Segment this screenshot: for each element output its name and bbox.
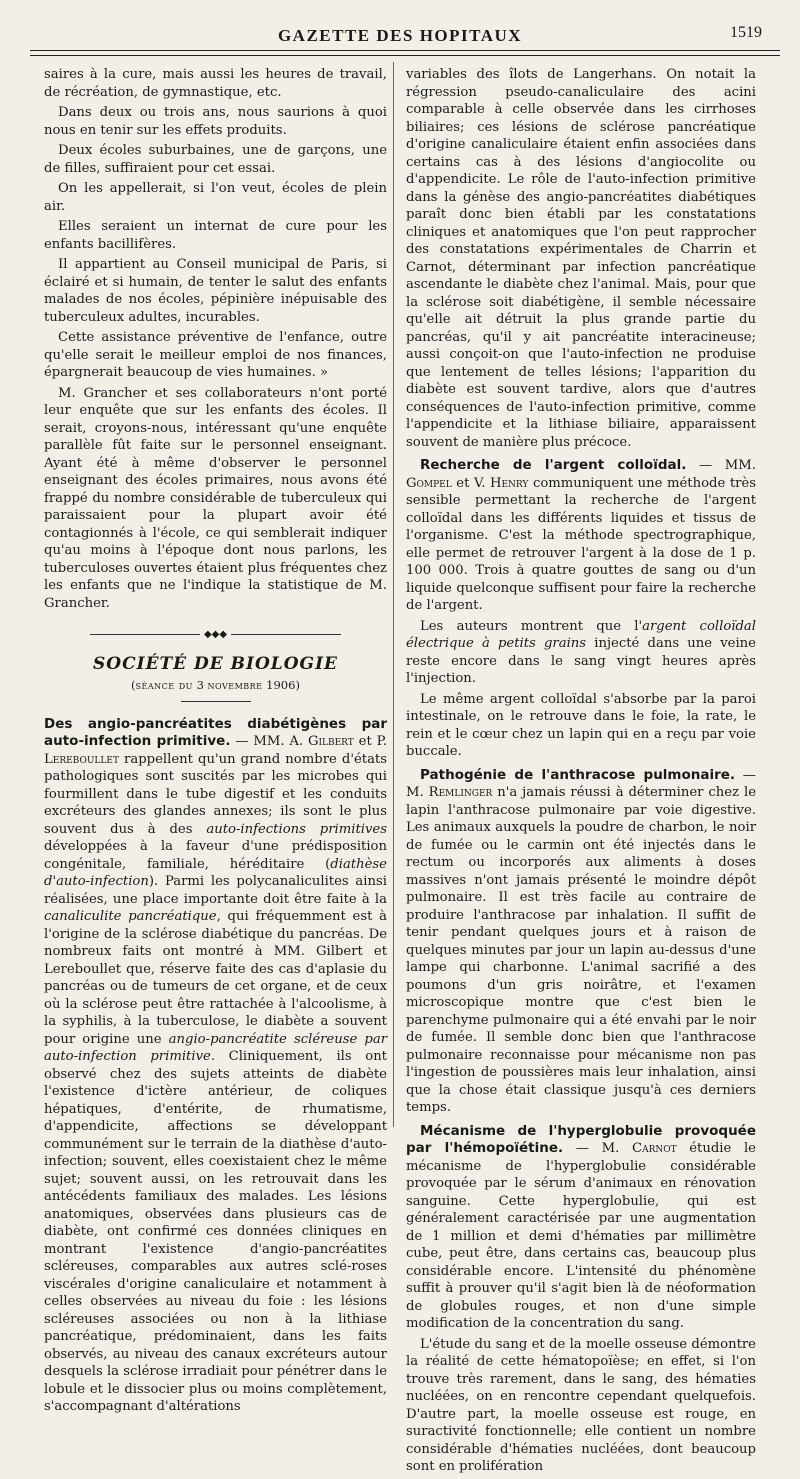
paragraph: Cette assistance préventive de l'enfance, outre qu'elle serait le meilleur emploi de nos finances, épargnerait beaucoup de vies humaines. »	[44, 330, 387, 380]
paragraph: saires à la cure, mais aussi les heures de travail, de récréation, de gymnastique, etc.	[44, 67, 387, 100]
paragraph: Deux écoles suburbaines, une de garçons, une de filles, suffiraient pour cet essai.	[44, 143, 387, 176]
article-title: Pathogénie de l'anthracose pulmonaire.	[420, 766, 736, 783]
article-title: Recherche de l'argent colloïdal.	[420, 457, 687, 473]
running-title: GAZETTE DES HOPITAUX	[277, 26, 523, 45]
column-divider	[393, 62, 394, 1127]
page-header	[0, 0, 800, 60]
short-rule	[181, 701, 251, 702]
paragraph: variables des îlots de Langerhans. On notait la régression pseudo-canaliculaire des acini comparable à celle observée dans les cirrhoses biliaires; ces lésions de sclérose pancréatique d'origine canaliculaire étaient enfin associées dans certains cas à des lésions d'angiocolite ou d'appendicite. Le rôle de l'auto-infection primitive dans la génèse des angio-pancréatites diabétiques paraît donc bien établi par les constatations cliniques et anatomiques que l'on peut rapprocher des constatations expérimentales de Charrin et Carnot, déterminant par infection pancréatique ascendante le diabète chez l'animal. Mais, pour que la sclérose soit diabétigène, il semble nécessaire qu'elle ait détruit la plus grande partie du pancréas, qu'il y ait pancréatite interacineuse; aussi conçoit-on que l'auto-infection ne produise que lentement de telles lésions; l'apparition du diabète est souvent tardive, alors que d'autres conséquences de l'auto-infection primitive, comme l'appendicite et la lithiase biliaire, apparaissent souvent de manière plus précoce.	[406, 67, 756, 450]
right-column	[406, 66, 756, 1479]
article-anthracose: Pathogénie de l'anthracose pulmonaire. — M. Remlinger n'a jamais réussi à déterminer chez le lapin l'anthracose pulmonaire par voie digestive. Les animaux auxquels la poudre de charbon, le noir de fumée ou le carmin ont été injectés dans le rectum ou incorporés aux aliments à doses massives n'ont jamais présenté le moindre dépôt pulmonaire. Il est très facile au contraire de produire l'anthracose par inhalation. Il suffit de tenir pendant quelques jours et à raison de quelques minutes par jour un lapin au-dessus d'une lampe qui charbonne. L'animal sacrifié a des poumons d'un gris noirâtre, et l'examen microscopique montre que c'est bien le parenchyme pulmonaire qui a été envahi par le noir de fumée. Il semble donc bien que l'anthracose pulmonaire reconnaisse pour mécanisme non pas l'ingestion de poussières mais leur inhalation, ainsi que la chose était classique jusqu'à ces derniers temps.	[406, 766, 756, 1115]
paragraph: L'étude du sang et de la moelle osseuse démontre la réalité de cette hématopoïèse; en effet, si l'on trouve très rarement, dans le sang, des hématies nucléées, on en rencontre cependant quelquefois. D'autre part, la moelle osseuse est rouge, en suractivité fonctionnelle; elle contient un nombre considérable d'hématies nucléées, dont beaucoup sont en prolifération	[406, 1336, 756, 1474]
paragraph: On les appellerait, si l'on veut, écoles de plein air.	[44, 181, 387, 214]
left-column	[44, 66, 387, 1419]
article-title: Des angio-pancréatites diabétigènes par auto-infection primitive.	[44, 715, 387, 750]
paragraph: M. Grancher et ses collaborateurs n'ont porté leur enquête que sur les enfants des écoles. Il serait, croyons-nous, intéressant qu'une enquête parallèle fût faite sur le personnel enseignant. Ayant été à même d'observer le personnel enseignant des écoles primaires, nous avons été frappé du nombre considérable de tuberculeux qui paraissaient pour la plupart avoir été contagionnés à l'école, ce qui semblerait indiquer qu'au moins à l'époque dont nous parlons, les tuberculoses ouvertes étaient plus fréquentes chez les enfants que ne l'indique la statistique de M. Grancher.	[44, 385, 387, 611]
article-title: Mécanisme de l'hyperglobulie provoquée par l'hémopoïétine.	[406, 1122, 756, 1156]
paragraph: Les auteurs montrent que l'argent colloïdal électrique à petits grains injecté dans une veine reste encore dans le sang vingt heures après l'injection.	[406, 618, 756, 686]
paragraph: Elles seraient un internat de cure pour les enfants bacillifères.	[44, 219, 387, 252]
section-date: (séance du 3 novembre 1906)	[131, 678, 300, 693]
paragraph: Il appartient au Conseil municipal de Paris, si éclairé et si humain, de tenter le salut des enfants malades de nos écoles, pépinière inépuisable des tuberculeux adultes, incurables.	[44, 257, 387, 325]
header-rule-thin	[30, 55, 780, 56]
paragraph: Le même argent colloïdal s'absorbe par la paroi intestinale, on le retrouve dans le foie, la rate, le rein et le cœur chez un lapin qui en a reçu par voie buccale.	[406, 691, 756, 759]
paragraph: Dans deux ou trois ans, nous saurions à quoi nous en tenir sur les effets produits.	[44, 105, 387, 138]
header-rule	[30, 50, 780, 51]
article-hyperglobulie: Mécanisme de l'hyperglobulie provoquée par l'hémopoïétine. — M. Carnot étudie le mécanisme de l'hyperglobulie considérable provoquée par le sérum d'animaux en rénovation sanguine. Cette hyperglobulie, qui est généralement caractérisée par une augmentation de 1 million et demi d'hématies par millimètre cube, peut être, dans certains cas, beaucoup plus considérable encore. L'intensité du phénomène suffit à prouver qu'il s'agit bien là de néoformation de globules rouges, et non d'une simple modification de la concentration du sang.	[406, 1122, 756, 1331]
article-argent-colloidal: Recherche de l'argent colloïdal. — MM. Gompel et V. Henry communiquent une méthode très sensible permettant la recherche de l'argent colloïdal dans les différents liquides et tissus de l'organisme. C'est la méthode spectrographique, elle permet de retrouver l'argent à la dose de 1 p. 100 000. Trois à quatre gouttes de sang ou d'un liquide quelconque suffisent pour faire la recherche de l'argent.	[406, 457, 757, 613]
ornamental-separator: ◆◆◆	[44, 626, 387, 644]
section-title: SOCIÉTÉ DE BIOLOGIE	[93, 653, 338, 674]
page-number: 1519	[730, 24, 762, 41]
article-angio-pancreatites: Des angio-pancréatites diabétigènes par auto-infection primitive. — MM. A. Gilbert et P. Lereboullet rappellent qu'un grand nombre d'états pathologiques sont suscités par les microbes qui fourmillent dans le tube digestif et les conduits excréteurs des glandes annexes; ils sont le plus souvent dus à des auto-infections primitives développées à la faveur d'une prédisposition congénitale, familiale, héréditaire (diathèse d'auto-infection). Parmi les polycanaliculites ainsi réalisées, une place importante doit être faite à la canaliculite pancréatique, qui fréquemment est à l'origine de la sclérose diabétique du pancréas. De nombreux faits ont montré à MM. Gilbert et Lereboullet que, réserve faite des cas d'aplasie du pancréas ou de tumeurs de cet organe, et de ceux où la sclérose peut être rattachée à l'alcoolisme, à la syphilis, à la tuberculose, le diabète a souvent pour origine une angio-pancréatite scléreuse par auto-infection primitive. Cliniquement, ils ont observé chez des sujets atteints de diabète l'existence d'ictère antérieur, de coliques hépatiques, d'entérite, de rhumatisme, d'appendicite, affections se développant communément sur le terrain de la diathèse d'auto-infection; souvent, elles coexistaient chez le même sujet; souvent aussi, on les retrouvait dans les antécédents familiaux des malades. Les lésions anatomiques, observées dans plusieurs cas de diabète, ont confirmé ces données cliniques en montrant l'existence d'angio-pancréatites scléreuses, comparables aux autres sclé-roses viscérales d'origine canaliculaire et notamment à celles observées au niveau du foie : les lésions scléreuses associées ou non à la lithiase pancréatique, prédominaient, dans les faits observés, au niveau des canaux excréteurs autour desquels la sclérose irradiait pour pénétrer dans le lobule et le dissocier plus ou moins complètement, s'accompagnant d'altérations	[44, 715, 388, 1415]
